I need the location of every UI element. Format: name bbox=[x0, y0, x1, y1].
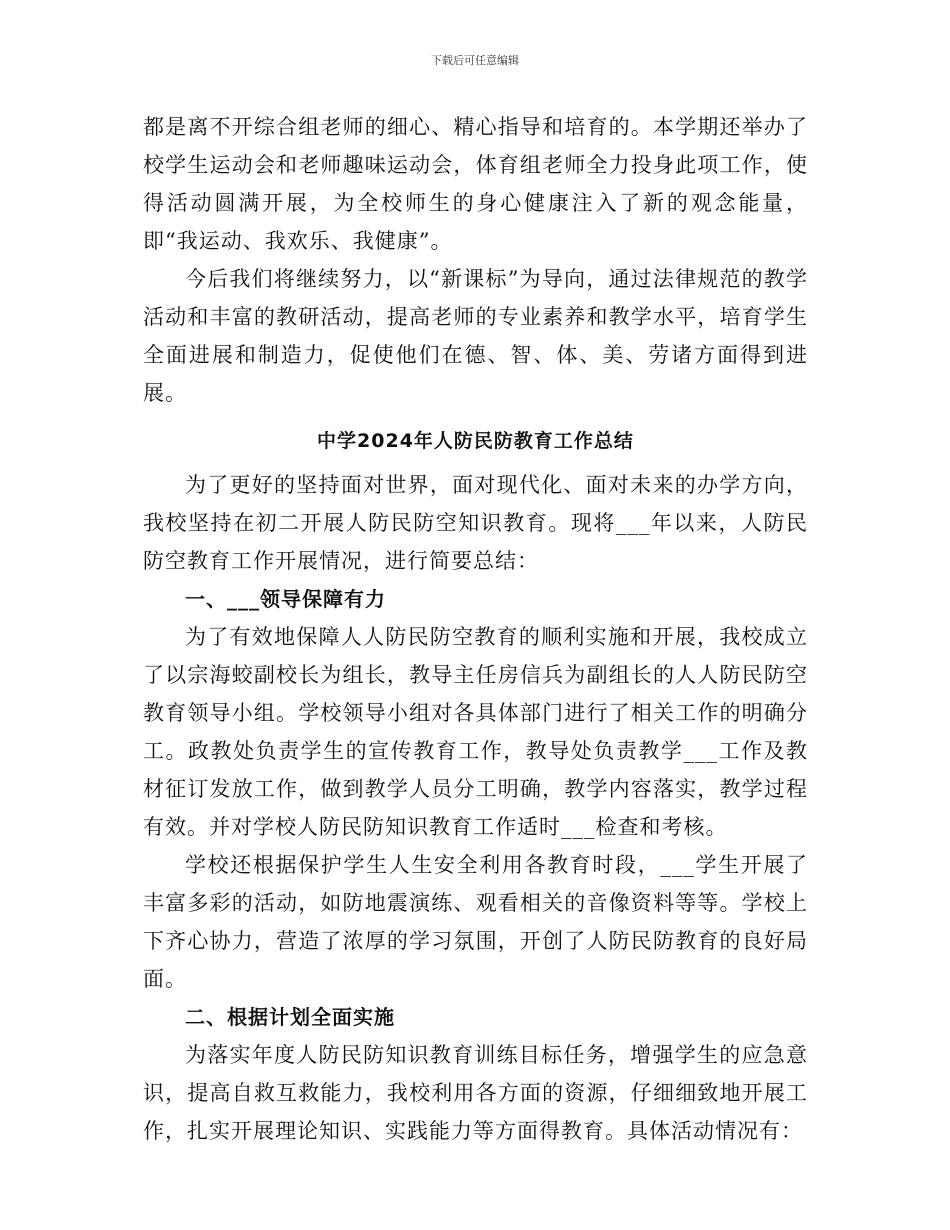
body-paragraph: 都是离不开综合组老师的细心、精心指导和培育的。本学期还举办了校学生运动会和老师趣味运动会，体育组老师全力投身此项工作，使得活动圆满开展，为全校师生的身心健康注入了新的观念能量，即“我运动、我欢乐、我健康”。 bbox=[143, 115, 808, 253]
page-header-note: 下载后可任意编辑 bbox=[431, 54, 519, 67]
body-paragraph: 为落实年度人防民防知识教育训练目标任务，增强学生的应急意识，提高自救互救能力，我校利用各方面的资源，仔细细致地开展工作，扎实开展理论知识、实践能力等方面得教育。具体活动情况有： bbox=[143, 1043, 808, 1143]
document-body bbox=[143, 108, 808, 1150]
body-paragraph: 今后我们将继续努力，以“新课标”为导向，通过法律规范的教学活动和丰富的教研活动，提高老师的专业素养和教学水平，培育学生全面进展和制造力，促使他们在德、智、体、美、劳诸方面得到进展。 bbox=[143, 267, 808, 405]
section-heading: 一、___领导保障有力 bbox=[185, 587, 386, 611]
intro-paragraph: 为了更好的坚持面对世界，面对现代化、面对未来的办学方向，我校坚持在初二开展人防民防空知识教育。现将___年以来，人防民防空教育工作开展情况，进行简要总结： bbox=[143, 473, 808, 573]
title-block bbox=[143, 412, 808, 466]
document-title: 中学2024年人防民防教育工作总结 bbox=[317, 430, 634, 452]
section-heading: 二、根据计划全面实施 bbox=[185, 1005, 395, 1029]
body-paragraph: 为了有效地保障人人防民防空教育的顺利实施和开展，我校成立了以宗海蛟副校长为组长，教导主任房信兵为副组长的人人防民防空教育领导小组。学校领导小组对各具体部门进行了相关工作的明确分工。政教处负责学生的宣传教育工作，教导处负责教学___工作及教材征订发放工作，做到教学人员分工明确，教学内容落实，教学过程有效。并对学校人防民防知识教育工作适时___检查和考核。 bbox=[143, 625, 808, 839]
body-paragraph: 学校还根据保护学生人生安全利用各教育时段，___学生开展了丰富多彩的活动，如防地震演练、观看相关的音像资料等等。学校上下齐心协力，营造了浓厚的学习氛围，开创了人防民防教育的良好局面。 bbox=[143, 853, 808, 991]
